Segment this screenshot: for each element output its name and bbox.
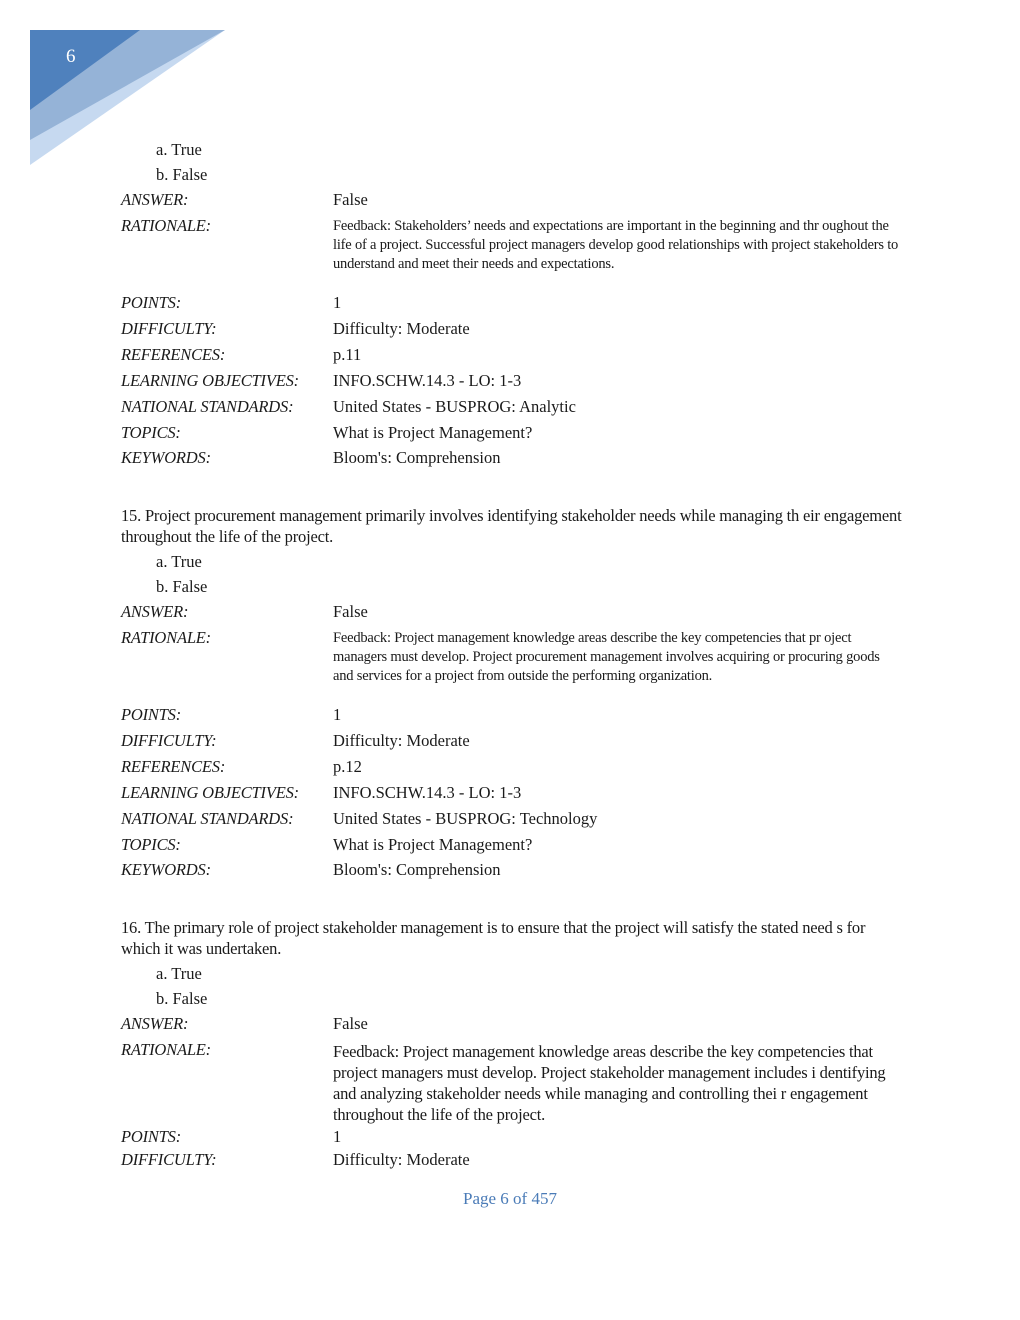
question-text: 15. Project procurement management primarily involves identifying stakeholder needs while managing th eir engagement throughout the life of the project. [121, 506, 902, 546]
national-standards-label: NATIONAL STANDARDS: [121, 397, 294, 416]
option-false: b. False [156, 577, 208, 596]
rationale-value: Feedback: Project management knowledge areas describe the key competencies that project managers must develop. Project stakeholder management includes i dentifying and analyzing stakeholder needs while managing and controlling thei r engagement throughout the life of the project. [333, 1042, 886, 1124]
page-footer: Page 6 of 457 [463, 1189, 557, 1208]
option-false: b. False [156, 989, 208, 1008]
national-standards-value: United States - BUSPROG: Technology [333, 809, 598, 828]
question-block [121, 505, 903, 881]
question-text: 16. The primary role of project stakeholder management is to ensure that the project will satisfy the stated need s for which it was undertaken. [121, 918, 866, 958]
national-standards-label: NATIONAL STANDARDS: [121, 809, 294, 828]
answer-label: ANSWER: [121, 602, 189, 621]
difficulty-label: DIFFICULTY: [121, 319, 217, 338]
keywords-label: KEYWORDS: [121, 448, 211, 467]
rationale-value: Feedback: Project management knowledge areas describe the key competencies that pr oject managers must develop. Project procurement management involves acquiring or procuring goods and services for a project from outside the performing organization. [333, 630, 880, 684]
points-value: 1 [333, 1127, 342, 1146]
option-true: a. True [156, 964, 202, 983]
keywords-label: KEYWORDS: [121, 860, 211, 879]
answer-label: ANSWER: [121, 190, 189, 209]
rationale-label: RATIONALE: [121, 216, 211, 235]
keywords-value: Bloom's: Comprehension [333, 448, 501, 467]
answer-value: False [333, 190, 368, 209]
topics-value: What is Project Management? [333, 835, 533, 854]
answer-label: ANSWER: [121, 1014, 189, 1033]
keywords-value: Bloom's: Comprehension [333, 860, 501, 879]
difficulty-value: Difficulty: Moderate [333, 1150, 470, 1169]
learning-objectives-value: INFO.SCHW.14.3 - LO: 1-3 [333, 783, 522, 802]
question-block [121, 137, 903, 469]
rationale-label: RATIONALE: [121, 628, 211, 647]
points-value: 1 [333, 705, 342, 724]
points-value: 1 [333, 293, 342, 312]
topics-label: TOPICS: [121, 835, 181, 854]
difficulty-value: Difficulty: Moderate [333, 731, 470, 750]
national-standards-value: United States - BUSPROG: Analytic [333, 397, 576, 416]
references-label: REFERENCES: [121, 757, 226, 776]
points-label: POINTS: [121, 293, 182, 312]
option-false: b. False [156, 165, 208, 184]
question-block [121, 917, 903, 1171]
header-page-number: 6 [66, 46, 76, 67]
topics-value: What is Project Management? [333, 423, 533, 442]
learning-objectives-label: LEARNING OBJECTIVES: [121, 371, 299, 390]
answer-value: False [333, 1014, 368, 1033]
difficulty-label: DIFFICULTY: [121, 731, 217, 750]
references-label: REFERENCES: [121, 345, 226, 364]
answer-value: False [333, 602, 368, 621]
topics-label: TOPICS: [121, 423, 181, 442]
points-label: POINTS: [121, 1127, 182, 1146]
option-true: a. True [156, 552, 202, 571]
learning-objectives-label: LEARNING OBJECTIVES: [121, 783, 299, 802]
option-true: a. True [156, 140, 202, 159]
points-label: POINTS: [121, 705, 182, 724]
rationale-label: RATIONALE: [121, 1040, 211, 1059]
question-list [121, 137, 903, 1193]
learning-objectives-value: INFO.SCHW.14.3 - LO: 1-3 [333, 371, 522, 390]
references-value: p.11 [333, 345, 362, 364]
rationale-value: Feedback: Stakeholders’ needs and expectations are important in the beginning and thr oughout the life of a project. Successful project managers develop good relationships with project stakeholders to understand and meet their needs and expectations. [333, 218, 899, 272]
difficulty-label: DIFFICULTY: [121, 1150, 217, 1169]
difficulty-value: Difficulty: Moderate [333, 319, 470, 338]
references-value: p.12 [333, 757, 362, 776]
